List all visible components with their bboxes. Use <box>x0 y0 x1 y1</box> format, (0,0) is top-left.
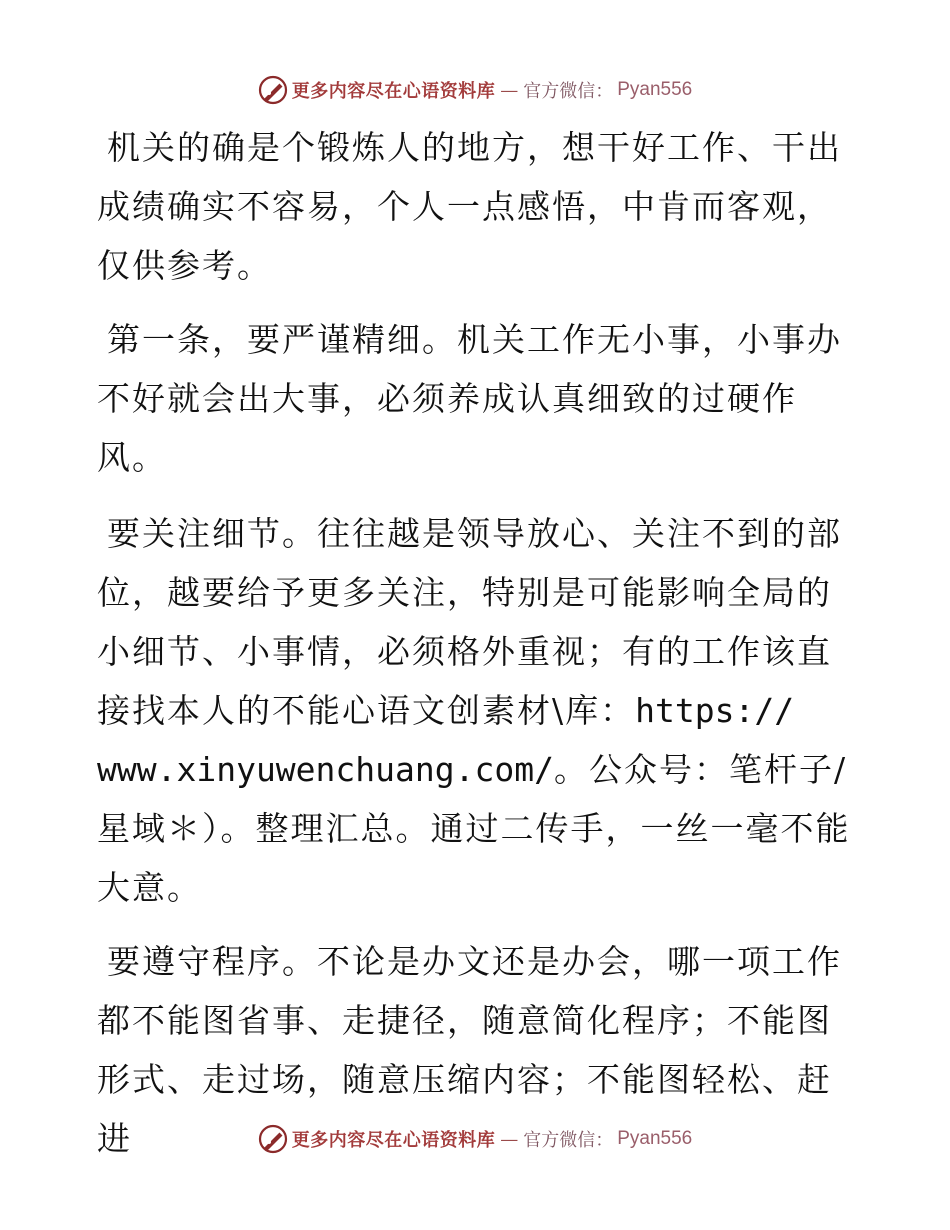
details-text-part2: 。公众号：笔杆子/星域＊）。整理汇总。通过二传手，一丝一毫不能大意。 <box>97 750 851 907</box>
quill-pen-logo-icon <box>258 75 288 105</box>
banner-wechat-id: Pyan556 <box>617 1128 693 1149</box>
banner-site-text: 更多内容尽在心语资料库 <box>291 81 496 102</box>
paragraph-details <box>97 504 857 917</box>
banner-site-text: 更多内容尽在心语资料库 <box>291 1130 496 1151</box>
paragraph-procedure: 要遵守程序。不论是办文还是办会，哪一项工作都不能图省事、走捷径，随意简化程序；不能图形式、走过场，随意压缩内容；不能图轻松、赶进 <box>97 942 842 1158</box>
quill-pen-logo-icon <box>258 1124 288 1154</box>
footer-banner <box>0 1121 950 1157</box>
details-url-part-b: www.xinyuwenchuang.com/ <box>97 750 554 789</box>
banner-watermark <box>258 75 693 105</box>
banner-dash: — <box>500 79 519 101</box>
paragraph-intro: 机关的确是个锻炼人的地方，想干好工作、干出成绩确实不容易，个人一点感悟，中肯而客观，仅供参考。 <box>97 128 842 285</box>
header-banner <box>0 72 950 108</box>
banner-watermark-footer <box>258 1124 693 1154</box>
paragraph-rule-one: 第一条，要严谨精细。机关工作无小事，小事办不好就会出大事，必须养成认真细致的过硬作风。 <box>97 320 842 477</box>
document-body <box>97 118 857 1183</box>
details-text-part1: 要关注细节。往往越是领导放心、关注不到的部位，越要给予更多关注，特别是可能影响全局的小细节、小事情，必须格外重视；有的工作该直接找本人的不能心语文创素材\库： <box>97 514 842 730</box>
banner-dash: — <box>500 1128 519 1150</box>
details-url-part-a: https:// <box>635 691 795 730</box>
banner-wechat-label: 官方微信： <box>523 1130 614 1151</box>
banner-wechat-label: 官方微信： <box>523 81 614 102</box>
banner-wechat-id: Pyan556 <box>617 79 693 100</box>
